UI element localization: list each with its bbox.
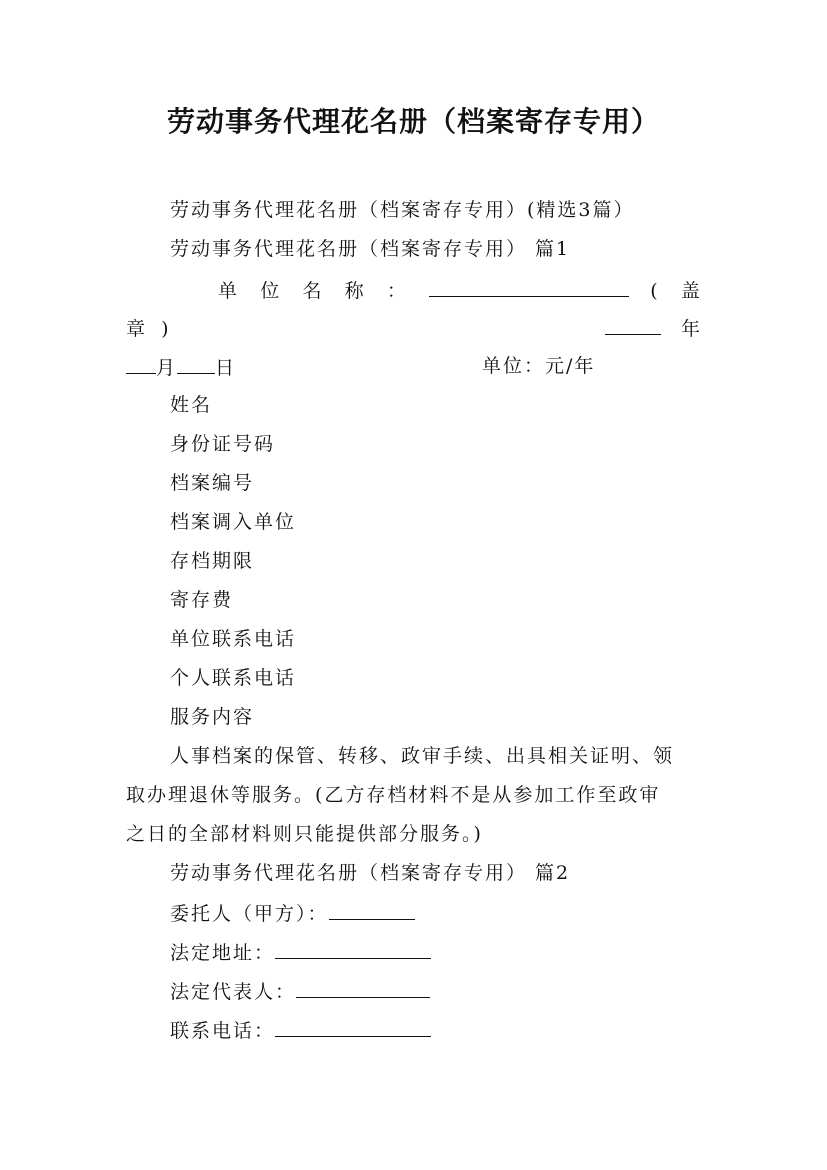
address-label: 法定地址：	[170, 942, 276, 964]
part1-heading: 劳动事务代理花名册（档案寄存专用） 篇1	[170, 238, 571, 260]
document-subtitle: 劳动事务代理花名册（档案寄存专用）(精选3篇）	[170, 199, 635, 221]
unit-name-label-char: ：	[386, 280, 408, 302]
month-label: 月	[156, 357, 178, 379]
document-title: 劳动事务代理花名册（档案寄存专用）	[166, 105, 660, 138]
service-paragraph-line: 之日的全部材料则只能提供部分服务。)	[126, 823, 483, 845]
field-archive-origin-unit: 档案调入单位	[170, 511, 297, 533]
representative-label: 法定代表人：	[170, 981, 297, 1003]
seal-continue	[126, 316, 170, 342]
field-storage-period: 存档期限	[170, 550, 255, 572]
phone-row	[170, 1016, 431, 1044]
unit-name-row	[218, 276, 702, 304]
year-field	[605, 314, 702, 342]
unit-currency-label: 单位：元/年	[482, 355, 596, 377]
service-paragraph-line: 人事档案的保管、转移、政审手续、出具相关证明、领	[170, 745, 675, 767]
part2-heading: 劳动事务代理花名册（档案寄存专用） 篇2	[170, 862, 571, 884]
client-row	[170, 899, 415, 927]
month-blank[interactable]	[126, 353, 156, 374]
client-blank[interactable]	[329, 899, 415, 920]
unit-name-label-char: 位	[260, 280, 282, 302]
year-label: 年	[680, 318, 702, 340]
unit-name-label-char: 单	[218, 280, 240, 302]
unit-name-label-char: 名	[302, 280, 324, 302]
date-unit-row	[126, 353, 702, 381]
field-archive-number: 档案编号	[170, 472, 255, 494]
address-row	[170, 938, 431, 966]
phone-blank[interactable]	[275, 1016, 431, 1037]
year-blank[interactable]	[605, 314, 661, 335]
day-blank[interactable]	[177, 353, 215, 374]
field-name: 姓名	[170, 394, 213, 416]
field-personal-phone: 个人联系电话	[170, 667, 297, 689]
unit-name-label-char: 称	[344, 280, 366, 302]
day-label: 日	[215, 357, 237, 379]
seal-char: 章	[126, 318, 148, 340]
field-storage-fee: 寄存费	[170, 589, 234, 611]
field-service-content: 服务内容	[170, 706, 255, 728]
seal-char: 盖	[680, 280, 702, 302]
representative-row	[170, 977, 430, 1005]
field-id-number: 身份证号码	[170, 433, 276, 455]
address-blank[interactable]	[275, 938, 431, 959]
phone-label: 联系电话：	[170, 1020, 276, 1042]
representative-blank[interactable]	[296, 977, 430, 998]
field-unit-phone: 单位联系电话	[170, 628, 297, 650]
service-paragraph-line: 取办理退休等服务。(乙方存档材料不是从参加工作至政审	[126, 784, 661, 806]
seal-year-row	[126, 314, 702, 342]
unit-name-blank[interactable]	[429, 276, 629, 297]
client-label: 委托人（甲方）：	[170, 903, 329, 925]
seal-open-paren: (	[650, 280, 660, 302]
seal-close-paren: )	[161, 318, 171, 340]
